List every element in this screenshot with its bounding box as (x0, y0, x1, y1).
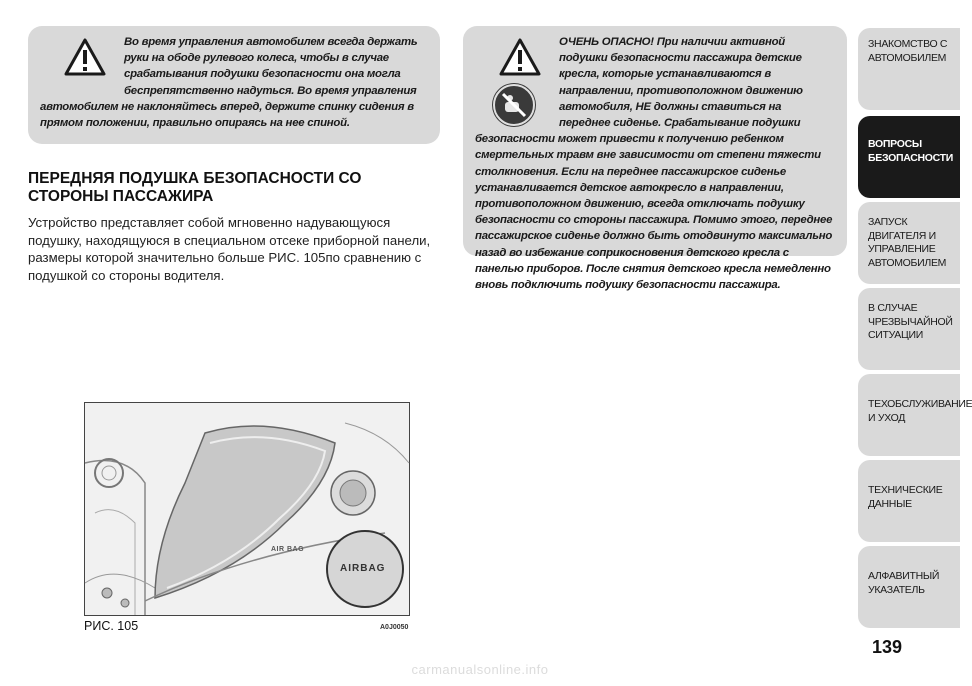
tab-label: ДАННЫЕ (868, 497, 912, 510)
tab-emergency[interactable] (858, 288, 960, 370)
tab-label: СИТУАЦИИ (868, 329, 923, 341)
tab-technical-data[interactable] (858, 460, 960, 542)
tab-label: ТЕХНИЧЕСКИЕ (868, 484, 943, 496)
figure-airbag-dashboard (84, 402, 410, 616)
warning-text-right: ОЧЕНЬ ОПАСНО! При наличии активной подушки безопасности пассажира детские кресла, которые устанавливаются в направлении, противоположном движению автомобиля, НЕ должны ставиться на переднее сиденье. Срабатывание подушки безопасности может привести к получению ребенком смертельных травм вне зависимости от степени тяжести столкновения. Если на переднее пассажирское сиденье устанавливается детское автокресло в направлении, противоположном движению, всегда отключать подушку безопасности со стороны пассажира. Помимо этого, переднее пассажирское сиденье должно быть отодвинуто максимально назад во избежание соприкосновения детского кресла с панелью приборов. После снятия детского кресла немедленно вновь подключить подушку безопасности пассажира. (475, 36, 833, 292)
dashboard-illustration (85, 403, 409, 615)
tab-label: АВТОМОБИЛЕМ (868, 256, 947, 269)
warning-triangle-icon (499, 38, 541, 76)
warning-icon-container (40, 34, 124, 96)
watermark: carmanualsonline.info (411, 662, 549, 677)
warning-box-left (28, 26, 440, 144)
tab-label: ТЕХОБСЛУЖИВАНИЕ (868, 398, 972, 410)
figure-caption: РИС. 105 (84, 619, 139, 633)
tab-label: ЗАПУСК ДВИГАТЕЛЯ И (868, 216, 936, 242)
tab-label: УКАЗАТЕЛЬ (868, 583, 925, 596)
tab-intro[interactable] (858, 28, 960, 110)
page-number: 139 (872, 637, 903, 657)
tab-label: ЧРЕЗВЫЧАЙНОЙ (868, 315, 953, 328)
figure-code: A0J0050 (380, 624, 409, 631)
warning-icon-container (475, 34, 559, 130)
warning-box-right (463, 26, 847, 292)
tab-label: АВТОМОБИЛЕМ (868, 51, 947, 64)
tab-label: УПРАВЛЕНИЕ (868, 243, 936, 255)
warning-text-left: Во время управления автомобилем всегда держать руки на ободе рулевого колеса, чтобы в случае срабатывания подушки безопасности она могла беспрепятственно надуться. Во время управления автомобилем не наклоняйтесь вперед, держите спинку сидения в прямом положении, правильно опираясь на нее спиной. (40, 36, 418, 130)
tab-index[interactable] (858, 546, 960, 628)
tab-starting-driving[interactable] (858, 202, 960, 284)
warning-triangle-icon (64, 38, 106, 76)
airbag-label-large: AIRBAG (340, 563, 386, 574)
no-child-seat-icon (493, 84, 535, 126)
section-body: Устройство представляет собой мгновенно надувающуюся подушку, находящуюся в специальном отсеке приборной панели, размеры которой значительно больше РИС. 105по сравнению с подушкой со стороны водителя. (28, 215, 431, 283)
tab-label: ЗНАКОМСТВО С (868, 38, 948, 50)
tab-safety[interactable] (858, 116, 960, 198)
airbag-label-small: AIR BAG (271, 546, 305, 553)
tab-label: И УХОД (868, 411, 906, 424)
tab-label: БЕЗОПАСНОСТИ (868, 151, 954, 164)
tab-label: ВОПРОСЫ (868, 138, 922, 150)
tab-label: В СЛУЧАЕ (868, 302, 918, 314)
section-title: ПЕРЕДНЯЯ ПОДУШКА БЕЗОПАСНОСТИ СО СТОРОНЫ ПАССАЖИРА (28, 170, 362, 205)
tab-maintenance[interactable] (858, 374, 972, 456)
tab-label: АЛФАВИТНЫЙ (868, 570, 940, 582)
